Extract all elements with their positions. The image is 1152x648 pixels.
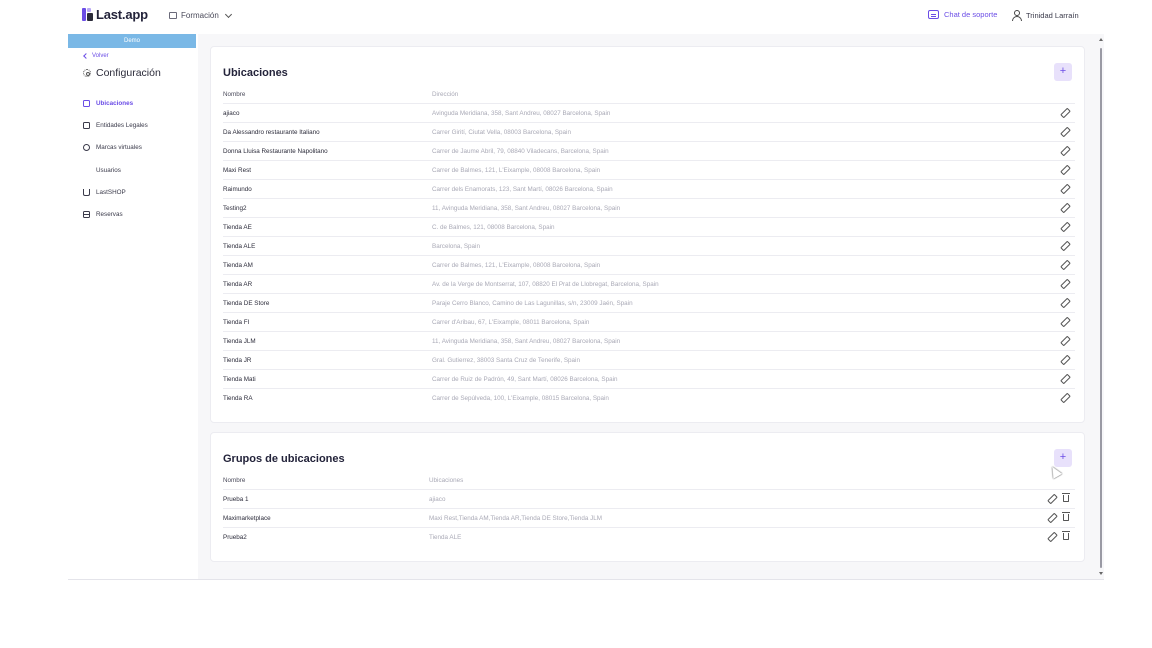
trash-icon[interactable]	[1063, 533, 1069, 540]
chevron-down-icon	[225, 10, 232, 17]
location-groups-table	[223, 489, 1075, 546]
location-name: Tienda ALE	[223, 243, 256, 250]
sidebar-item-reservas[interactable]	[83, 203, 193, 225]
table-row[interactable]	[223, 160, 1075, 179]
table-row[interactable]	[223, 293, 1075, 312]
divider	[68, 579, 1104, 580]
edit-pencil-icon[interactable]	[1061, 109, 1068, 116]
location-address: Carrer de Balmes, 121, L'Eixample, 08008 Barcelona, Spain	[432, 262, 601, 269]
location-name: Tienda AM	[223, 262, 253, 269]
location-name: Tienda FI	[223, 319, 250, 326]
location-address: Av. de la Verge de Montserrat, 107, 08820 El Prat de Llobregat, Barcelona, Spain	[432, 281, 659, 288]
sidebar-item-usuarios[interactable]	[83, 159, 193, 181]
brand-icon	[83, 144, 90, 151]
locations-table	[223, 103, 1075, 407]
sidebar-item-entidades-legales[interactable]	[83, 114, 193, 136]
group-name: Prueba 1	[223, 496, 249, 503]
edit-pencil-icon[interactable]	[1048, 533, 1055, 540]
sidebar-item-label: LastSHOP	[96, 188, 126, 196]
location-name: Da Alessandro restaurante Italiano	[223, 129, 320, 136]
edit-pencil-icon[interactable]	[1061, 204, 1068, 211]
sidebar-item-label: Reservas	[96, 211, 123, 219]
table-row[interactable]	[223, 274, 1075, 293]
edit-pencil-icon[interactable]	[1048, 495, 1055, 502]
store-icon	[83, 100, 90, 107]
table-row[interactable]	[223, 508, 1075, 527]
user-menu[interactable]	[1012, 10, 1079, 21]
location-address: Carrer de Sepúlveda, 100, L'Eixample, 08015 Barcelona, Spain	[432, 395, 609, 402]
edit-pencil-icon[interactable]	[1061, 166, 1068, 173]
location-address: 11, Avinguda Meridiana, 358, Sant Andreu, 08027 Barcelona, Spain	[432, 338, 621, 345]
chat-icon	[928, 10, 939, 19]
group-locations: Maxi Rest,Tienda AM,Tienda AR,Tienda DE Store,Tienda JLM	[429, 515, 603, 522]
support-chat-button[interactable]	[928, 10, 997, 19]
location-name: Tienda JR	[223, 357, 252, 364]
location-groups-card	[210, 432, 1085, 562]
location-name: Tienda AE	[223, 224, 252, 231]
organization-select[interactable]	[169, 11, 231, 20]
edit-pencil-icon[interactable]	[1061, 147, 1068, 154]
location-address: Carrer de Jaume Abril, 79, 08840 Viladecans, Barcelona, Spain	[432, 148, 609, 155]
trash-icon[interactable]	[1063, 514, 1069, 521]
table-row[interactable]	[223, 489, 1075, 508]
edit-pencil-icon[interactable]	[1061, 185, 1068, 192]
location-address: Avinguda Meridiana, 358, Sant Andreu, 08027 Barcelona, Spain	[432, 110, 611, 117]
sidebar-item-label: Usuarios	[96, 166, 121, 174]
location-name: Tienda JLM	[223, 338, 256, 345]
top-bar	[0, 0, 1152, 34]
edit-pencil-icon[interactable]	[1061, 223, 1068, 230]
building-icon	[83, 122, 90, 129]
edit-pencil-icon[interactable]	[1061, 261, 1068, 268]
logo-mark-icon	[82, 8, 93, 21]
edit-pencil-icon[interactable]	[1061, 242, 1068, 249]
group-locations: Tienda ALE	[429, 534, 462, 541]
scroll-down-icon[interactable]	[1099, 572, 1103, 575]
edit-pencil-icon[interactable]	[1048, 514, 1055, 521]
column-header-group-name: Nombre	[223, 477, 246, 484]
location-address: Gral. Gutierrez, 38003 Santa Cruz de Tenerife, Spain	[432, 357, 580, 364]
page-title-text: Configuración	[96, 67, 161, 79]
table-row[interactable]	[223, 198, 1075, 217]
location-name: Tienda Mati	[223, 376, 256, 383]
edit-pencil-icon[interactable]	[1061, 280, 1068, 287]
logo-text: Last.app	[96, 7, 148, 22]
location-address: Paraje Cerro Blanco, Camino de Las Lagunillas, s/n, 23009 Jaén, Spain	[432, 300, 633, 307]
sidebar-item-lastshop[interactable]	[83, 181, 193, 203]
location-address: C. de Balmes, 121, 08008 Barcelona, Spain	[432, 224, 555, 231]
edit-pencil-icon[interactable]	[1061, 299, 1068, 306]
add-location-button[interactable]: +	[1054, 63, 1072, 81]
chevron-left-icon	[83, 53, 89, 59]
user-name: Trinidad Larraín	[1026, 11, 1079, 20]
app-logo[interactable]	[82, 7, 148, 22]
table-row[interactable]	[223, 331, 1075, 350]
scroll-up-icon[interactable]	[1099, 38, 1103, 41]
location-address: Carrer Girití, Ciutat Vella, 08003 Barcelona, Spain	[432, 129, 571, 136]
page-title	[83, 67, 161, 79]
location-name: Maxi Rest	[223, 167, 251, 174]
edit-pencil-icon[interactable]	[1061, 337, 1068, 344]
table-row[interactable]	[223, 255, 1075, 274]
location-name: Tienda RA	[223, 395, 253, 402]
group-name: Prueba2	[223, 534, 247, 541]
sidebar-nav	[83, 92, 193, 226]
edit-pencil-icon[interactable]	[1061, 394, 1068, 401]
calendar-icon	[83, 211, 90, 218]
sidebar-item-label: Entidades Legales	[96, 121, 148, 129]
table-row[interactable]	[223, 350, 1075, 369]
sidebar-item-label: Marcas virtuales	[96, 144, 142, 152]
organization-label: Formación	[181, 11, 219, 20]
add-location-group-button[interactable]: +	[1054, 449, 1072, 467]
scrollbar-thumb[interactable]	[1100, 48, 1102, 568]
cart-icon	[83, 189, 90, 196]
user-icon	[1012, 10, 1022, 21]
demo-banner: Demo	[68, 34, 196, 48]
group-name: Maximarketplace	[223, 515, 271, 522]
location-address: Carrer de Balmes, 121, L'Eixample, 08008 Barcelona, Spain	[432, 167, 601, 174]
edit-pencil-icon[interactable]	[1061, 318, 1068, 325]
edit-pencil-icon[interactable]	[1061, 356, 1068, 363]
locations-title: Ubicaciones	[223, 67, 288, 79]
column-header-group-locations: Ubicaciones	[429, 477, 464, 484]
edit-pencil-icon[interactable]	[1061, 375, 1068, 382]
table-row[interactable]	[223, 312, 1075, 331]
gear-icon	[83, 69, 91, 77]
sidebar-item-ubicaciones[interactable]	[83, 92, 193, 114]
location-name: Testing2	[223, 205, 247, 212]
location-name: Tienda DE Store	[223, 300, 270, 307]
back-link[interactable]	[84, 53, 109, 59]
table-row[interactable]	[223, 388, 1075, 407]
locations-card	[210, 46, 1085, 423]
column-header-name: Nombre	[223, 91, 246, 98]
table-row[interactable]	[223, 236, 1075, 255]
store-icon	[169, 12, 177, 19]
main-content	[198, 34, 1104, 580]
table-row[interactable]	[223, 369, 1075, 388]
column-header-address: Dirección	[432, 91, 459, 98]
location-address: 11, Avinguda Meridiana, 358, Sant Andreu, 08027 Barcelona, Spain	[432, 205, 621, 212]
back-label: Volver	[92, 53, 109, 59]
location-name: Tienda AR	[223, 281, 253, 288]
location-address: Carrer de Ruiz de Padrón, 49, Sant Martí, 08026 Barcelona, Spain	[432, 376, 618, 383]
trash-icon[interactable]	[1063, 495, 1069, 502]
table-row[interactable]	[223, 217, 1075, 236]
location-address: Carrer dels Enamorats, 123, Sant Martí, 08026 Barcelona, Spain	[432, 186, 613, 193]
table-row[interactable]	[223, 527, 1075, 546]
group-locations: ajiaco	[429, 496, 446, 503]
sidebar-item-label: Ubicaciones	[96, 99, 134, 107]
support-chat-label: Chat de soporte	[944, 10, 998, 19]
location-groups-title: Grupos de ubicaciones	[223, 453, 345, 465]
edit-pencil-icon[interactable]	[1061, 128, 1068, 135]
table-row[interactable]	[223, 141, 1075, 160]
location-name: ajiaco	[223, 110, 240, 117]
sidebar-item-marcas-virtuales[interactable]	[83, 137, 193, 159]
table-row[interactable]	[223, 103, 1075, 122]
location-address: Carrer d'Aribau, 67, L'Eixample, 08011 Barcelona, Spain	[432, 319, 590, 326]
location-name: Raimundo	[223, 186, 252, 193]
table-row[interactable]	[223, 122, 1075, 141]
location-name: Donna Lluisa Restaurante Napolitano	[223, 148, 328, 155]
table-row[interactable]	[223, 179, 1075, 198]
location-address: Barcelona, Spain	[432, 243, 480, 250]
